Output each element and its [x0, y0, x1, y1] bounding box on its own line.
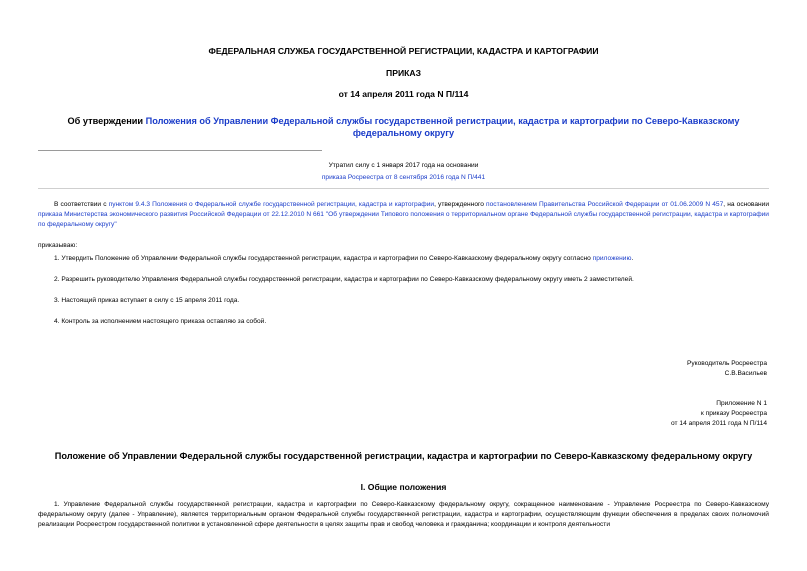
item-1-end: . [631, 255, 634, 262]
order-word: приказываю: [38, 242, 78, 249]
preamble-text-3: , на основании [723, 201, 770, 208]
appendix-ref: к приказу Росреестра [700, 410, 767, 417]
preamble-link-regulation[interactable]: пунктом 9.4.3 Положения о Федеральной службе государственной регистрации, кадастра и картографии [108, 201, 435, 208]
order-item-4: 4. Контроль за исполнением настоящего приказа оставляю за собой. [54, 318, 267, 325]
document-type: ПРИКАЗ [386, 68, 421, 78]
title-prefix: Об утверждении [67, 116, 146, 126]
preamble-text-2: , утвержденного [434, 201, 487, 208]
signature-position: Руководитель Росреестра [686, 360, 767, 367]
title-divider [38, 150, 322, 151]
appendix-link[interactable]: приложению [592, 255, 632, 262]
appendix-date: от 14 апреля 2011 года N П/114 [671, 420, 767, 427]
note-divider [38, 188, 769, 189]
regulation-link[interactable]: Положения об Управлении Федеральной службы государственной регистрации, кадастра и картографии по Северо-Кавказскому федеральному округу [145, 116, 740, 138]
preamble-paragraph [38, 200, 769, 230]
appendix-label: Приложение N 1 [716, 400, 767, 407]
agency-heading: ФЕДЕРАЛЬНАЯ СЛУЖБА ГОСУДАРСТВЕННОЙ РЕГИСТРАЦИИ, КАДАСТРА И КАРТОГРАФИИ [208, 46, 599, 56]
repeal-order-link[interactable]: приказа Росреестра от 8 сентября 2016 года N П/441 [321, 174, 486, 181]
signature-name: С.В.Васильев [724, 370, 767, 377]
section-1-heading: I. Общие положения [360, 482, 447, 492]
document-title [40, 115, 767, 139]
order-item-1 [54, 254, 769, 264]
regulation-title: Положение об Управлении Федеральной службы государственной регистрации, кадастра и картографии по Северо-Кавказскому федеральному округу [54, 451, 753, 461]
repeal-note-line1: Утратил силу с 1 января 2017 года на основании [328, 162, 479, 169]
regulation-paragraph-1: 1. Управление Федеральной службы государственной регистрации, кадастра и картографии по Северо-Кавказскому федеральному округу, сокращенное наименование - Управление Росреестра по Северо-Кавказскому федеральному округу (далее - Управление), является территориальным органом Федеральной службы государственной регистрации, кадастра и картографии, осуществляющим функции обеспечения в пределах своих полномочий реализации Росреестром государственной политики в установленной сфере деятельности в целях защиты прав и свобод человека и гражданина; координации и контроля деятельности [38, 501, 769, 528]
preamble-link-resolution[interactable]: постановлением Правительства Российской Федерации от 01.06.2009 N 457 [486, 201, 724, 208]
preamble-text-1: В соответствии с [54, 201, 109, 208]
order-item-2: 2. Разрешить руководителю Управления Федеральной службы государственной регистрации, кадастра и картографии по Северо-Кавказскому федеральному округу иметь 2 заместителей. [54, 276, 634, 283]
item-1-text: 1. Утвердить Положение об Управлении Федеральной службы государственной регистрации, кадастра и картографии по Северо-Кавказскому федеральному округу согласно [54, 255, 593, 262]
document-date-number: от 14 апреля 2011 года N П/114 [338, 89, 469, 99]
repeal-note-line2 [0, 172, 807, 183]
preamble-link-order[interactable]: приказа Министерства экономического развития Российской Федерации от 22.12.2010 N 661 "Об утверждении Типового положения о территориальном органе Федеральной службы государственной регистрации, кадастра и картографии по федеральному округу" [38, 211, 769, 228]
order-item-3: 3. Настоящий приказ вступает в силу с 15 апреля 2011 года. [54, 297, 240, 304]
